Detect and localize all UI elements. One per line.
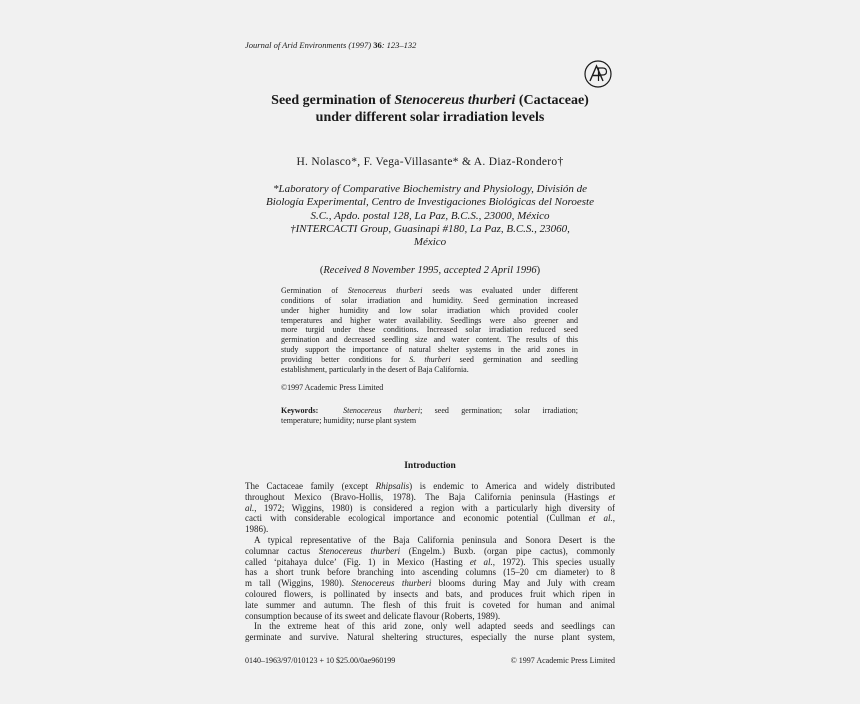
- academic-press-logo-icon: [583, 59, 613, 89]
- title-text: (Cactaceae): [515, 93, 589, 108]
- journal-pages: : 123–132: [381, 40, 417, 50]
- keywords-line: temperature; humidity; nurse plant system: [281, 416, 417, 425]
- text: ) is endemic to America and widely distributed: [409, 481, 615, 491]
- title-text: Seed germination of: [271, 93, 395, 108]
- body-line: late summer and autumn. The flesh of this fruit is coveted for human and animal: [245, 599, 615, 610]
- text: The Cactaceae family (except: [245, 481, 376, 491]
- text: throughout Mexico (Bravo-Hollis, 1978). The Baja California peninsula (Hastings: [245, 491, 609, 502]
- text: blooms during May and July with cream: [431, 578, 615, 589]
- body-line: germinate and survive. Natural sheltering structures, especially the nurse plant system,: [245, 632, 615, 643]
- species: S. thurberi: [409, 354, 451, 364]
- text: called ‘pitahaya dulce’ (Fig. 1) in Mexico (Hasting: [245, 556, 470, 567]
- abstract: [281, 286, 578, 375]
- text: , 1972). This species usually: [492, 556, 615, 567]
- text: (Engelm.) Buxb. (organ pipe cactus), commonly: [400, 545, 615, 556]
- footer-copyright: © 1997 Academic Press Limited: [510, 656, 615, 665]
- abstract-line: more turgid under these conditions. Increased solar irradiation reduced seed: [281, 325, 578, 335]
- abstract-line: germination and decreased seedling size and water content. The results of this: [281, 335, 578, 345]
- text: m tall (Wiggins, 1980).: [245, 578, 352, 589]
- species: Stenocereus thurberi: [318, 545, 401, 556]
- keywords: [281, 406, 578, 426]
- text: ; seed germination; solar irradiation;: [420, 406, 578, 415]
- text: seed germination and seedling: [450, 354, 578, 364]
- body-line: has a short trunk before branching into ascending columns (15–20 cm diameter) to 8: [245, 567, 615, 578]
- text: al.: [245, 502, 255, 513]
- text: cacti with considerable ecological importance and economic potential (Cullman: [245, 513, 589, 524]
- affiliation-line: S.C., Apdo. postal 128, La Paz, B.C.S., 23000, México: [310, 209, 550, 222]
- body-line: 1986).: [245, 524, 269, 535]
- text: et al.: [588, 513, 613, 524]
- journal-name: Journal of Arid Environments: [245, 40, 347, 50]
- body-line: [245, 557, 615, 568]
- received-text: Received 8 November 1995, accepted 2 April 1996: [323, 265, 537, 276]
- text: Germination of: [281, 286, 348, 295]
- title-species: Stenocereus thurberi: [394, 93, 516, 108]
- authors: H. Nolasco*, F. Vega-Villasante* & A. Diaz-Rondero†: [296, 156, 564, 168]
- paren: (: [319, 265, 324, 276]
- footer-issn: 0140–1963/97/010123 + 10 $25.00/0ae960199: [245, 656, 396, 665]
- body-line: consumption because of its sweet and delicate flavour (Roberts, 1989).: [245, 610, 501, 621]
- abstract-line: temperatures and higher water availability. Seedlings were also greener and: [281, 315, 578, 325]
- abstract-line: establishment, particularly in the desert of Baja California.: [281, 364, 469, 374]
- running-head: [245, 40, 416, 50]
- body-text: [245, 481, 615, 643]
- section-heading: Introduction: [404, 461, 456, 471]
- body-line: A typical representative of the Baja California peninsula and Sonora Desert is the: [254, 534, 615, 545]
- text: providing better conditions for: [281, 354, 410, 364]
- body-line: [245, 578, 615, 589]
- abstract-line: under higher humidity and low solar irradiation which provided cooler: [281, 305, 578, 315]
- title-line-1: [230, 92, 630, 109]
- body-line: coloured flowers, is pollinated by insects and bats, and produces fruit which ripen in: [245, 588, 615, 599]
- abstract-line: [281, 286, 578, 296]
- species: Rhipsalis: [375, 481, 410, 491]
- text: et: [608, 491, 615, 502]
- text: et al.: [469, 556, 493, 567]
- affiliation-line: Biología Experimental, Centro de Investigaciones Biológicas del Noroeste: [266, 196, 594, 209]
- abstract-line: [281, 355, 578, 365]
- text: ,: [612, 513, 615, 524]
- body-line: [245, 492, 615, 503]
- body-line: In the extreme heat of this arid zone, only well adapted seeds and seedlings can: [254, 621, 615, 632]
- abstract-line: study support the importance of natural shelter systems in the arid zones in: [281, 345, 578, 355]
- abstract-copyright: ©1997 Academic Press Limited: [281, 383, 384, 392]
- affiliations: [245, 183, 615, 249]
- body-line: [245, 481, 615, 492]
- body-line: [245, 546, 615, 557]
- species: Stenocereus thurberi: [347, 286, 423, 295]
- journal-year: (1997): [348, 40, 372, 50]
- text: seeds was evaluated under different: [422, 286, 578, 295]
- keywords-line: [281, 406, 578, 416]
- species: Stenocereus thurberi: [343, 406, 421, 415]
- text: , 1972; Wiggins, 1980) is considered a region with a particularly high diversity of: [254, 502, 615, 513]
- paper-title: [230, 92, 630, 126]
- journal-volume: 36: [373, 40, 382, 50]
- body-line: [245, 503, 615, 514]
- title-line-2: under different solar irradiation levels: [315, 110, 545, 125]
- affiliation-line: México: [413, 236, 447, 249]
- logo-text: AP: [583, 59, 585, 60]
- affiliation-line: *Laboratory of Comparative Biochemistry and Physiology, División de: [272, 183, 588, 195]
- keywords-label: Keywords:: [281, 406, 319, 415]
- affiliation-line: †INTERCACTI Group, Guasinapi #180, La Paz, B.C.S., 23060,: [290, 222, 570, 235]
- species: Stenocereus thurberi: [351, 578, 432, 589]
- abstract-line: conditions of solar irradiation and humidity. Seed germination increased: [281, 295, 578, 305]
- received-dates: [230, 265, 630, 276]
- text: columnar cactus: [245, 545, 319, 556]
- paren: ): [536, 265, 541, 276]
- body-line: [245, 513, 615, 524]
